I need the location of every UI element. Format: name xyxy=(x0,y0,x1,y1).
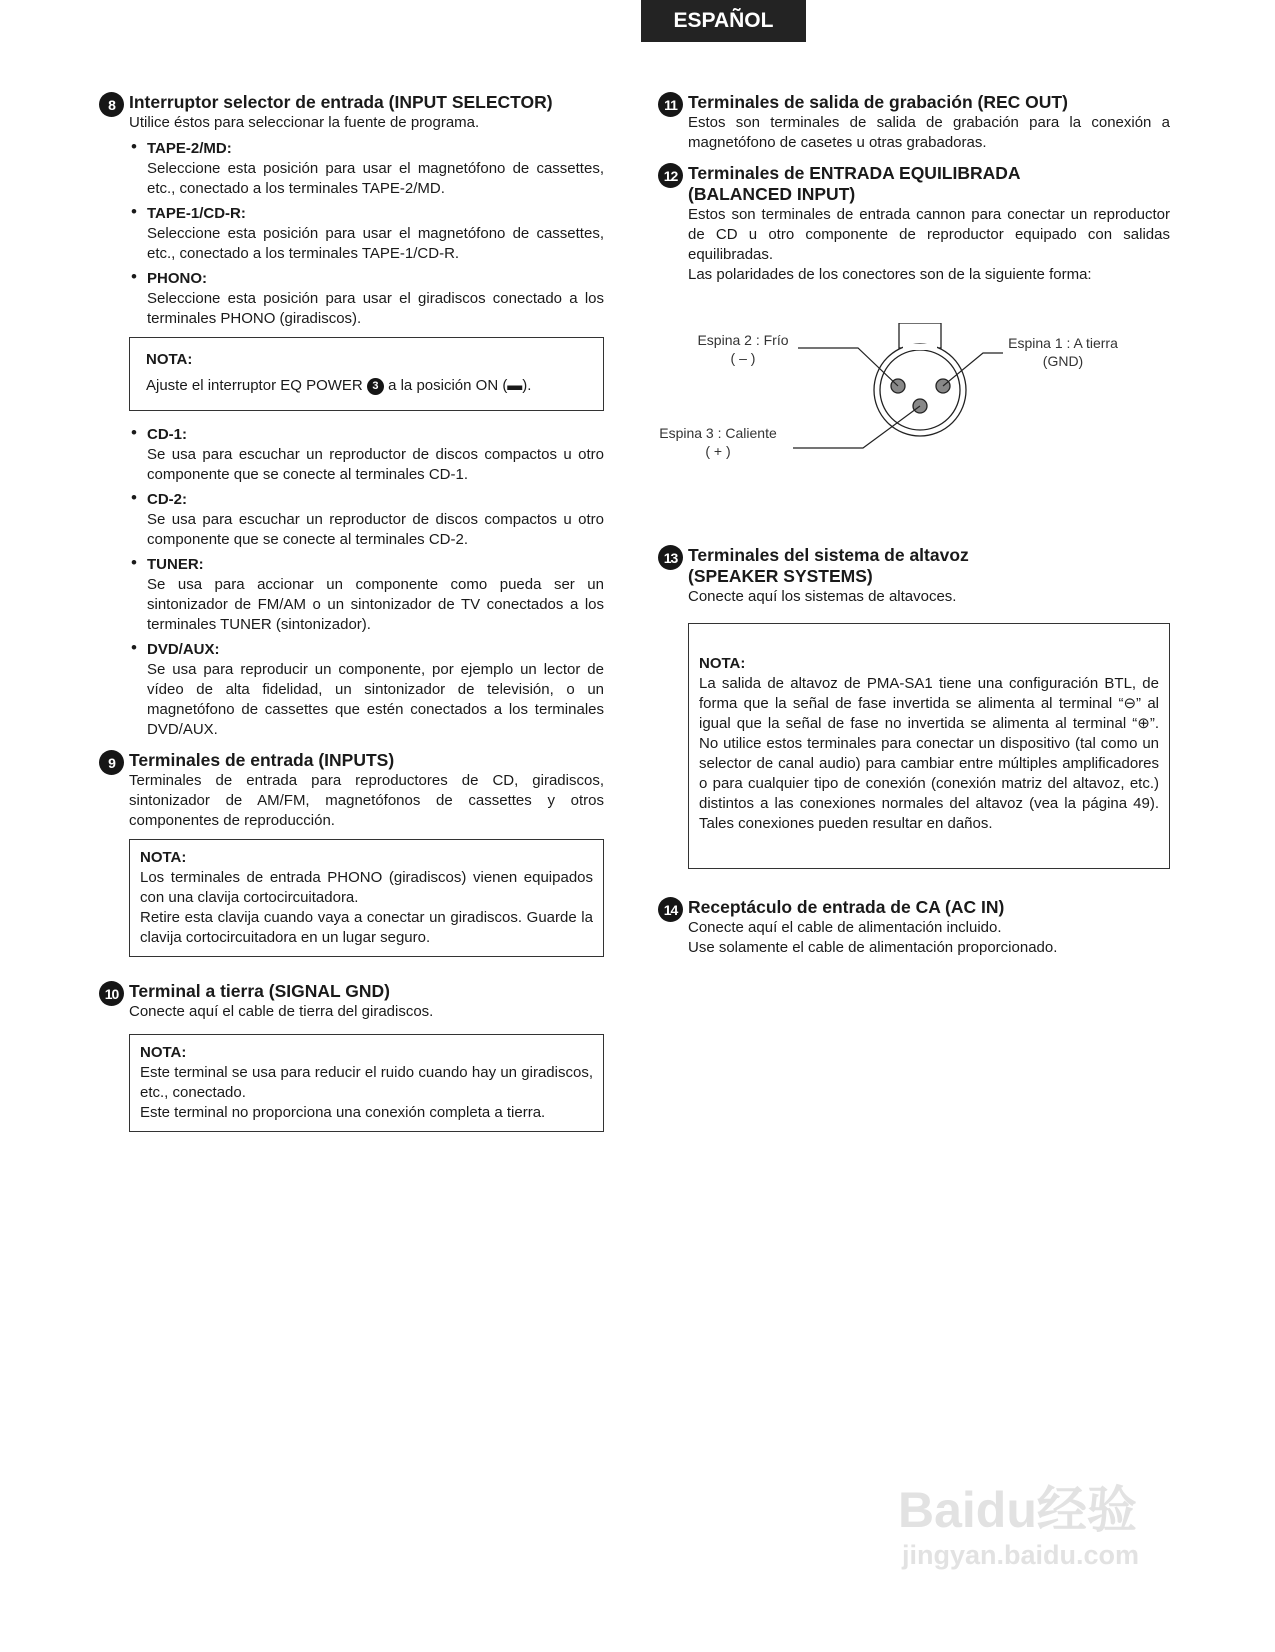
section-8 xyxy=(99,92,604,740)
list-item xyxy=(129,139,604,199)
note-title: NOTA: xyxy=(140,849,187,866)
note-text: Retire esta clavija cuando vaya a conectar un giradiscos. Guarde la clavija cortocircuitadora en un lugar seguro. xyxy=(140,909,593,946)
section-text-2: Use solamente el cable de alimentación proporcionado. xyxy=(688,939,1058,956)
watermark-url: jingyan.baidu.com xyxy=(902,1540,1140,1570)
section-text: Estos son terminales de entrada cannon para conectar un reproductor de CD u otro componente de reproductor equipado con salidas equilibradas. xyxy=(688,206,1170,263)
list-item xyxy=(129,490,604,550)
item-title: • TAPE-1/CD-R: xyxy=(147,205,246,222)
list-item xyxy=(129,640,604,740)
list-item xyxy=(129,555,604,635)
item-title: • DVD/AUX: xyxy=(147,641,220,658)
pin3-sign: ( + ) xyxy=(705,443,731,459)
list-item xyxy=(129,269,604,329)
section-text-2: Las polaridades de los conectores son de la siguiente forma: xyxy=(688,266,1092,283)
xlr-connector-diagram xyxy=(658,323,1158,533)
item-text: Se usa para escuchar un reproductor de discos compactos u otro componente que se conecte al terminales CD-1. xyxy=(147,446,604,483)
pin2-text: Espina 2 : Frío xyxy=(697,332,789,348)
note-title: NOTA: xyxy=(140,1044,187,1061)
item-title: • CD-1: xyxy=(147,426,187,443)
item-title: • TUNER: xyxy=(147,556,204,573)
pin1-sign: (GND) xyxy=(1042,353,1084,369)
baidu-watermark xyxy=(898,1440,1198,1580)
bullet-list xyxy=(129,425,604,740)
section-title: Interruptor selector de entrada (INPUT SELECTOR) xyxy=(129,92,553,112)
watermark-logo: Baidu经验 xyxy=(898,1482,1137,1538)
note-text: La salida de altavoz de PMA-SA1 tiene una configuración BTL, de forma que la señal de fase invertida se alimenta al terminal “⊖” al igual que la señal de fase no invertida se alimenta al terminal “⊕”. No utilice estos terminales para conectar un dispositivo (tal como un selector de canal audio) para cambiar entre múltiples amplificadores o para cualquier tipo de conexión (conexión matriz del altavoz, etc.) distintos a las conexiones normales del altavoz (vea la página 49). Tales conexiones pueden resultar en daños. xyxy=(699,675,1159,832)
note-box xyxy=(129,839,604,957)
pin2-label xyxy=(678,331,808,367)
item-text: Se usa para reproducir un componente, por ejemplo un lector de vídeo de alta fidelidad, un sintonizador de televisión, o un magnetófono de cassettes que estén conectados a los terminales DVD/AUX. xyxy=(147,661,604,738)
pin1-label xyxy=(993,334,1133,370)
note-title: NOTA: xyxy=(699,655,746,672)
section-number-12: 12 xyxy=(658,163,683,188)
section-number-11: 11 xyxy=(658,92,683,117)
note-text-after: a la posición ON (▬). xyxy=(388,377,532,394)
pin2-sign: ( – ) xyxy=(730,350,756,366)
note-title: NOTA: xyxy=(146,351,193,368)
bullet-list xyxy=(129,139,604,329)
section-10 xyxy=(99,981,604,1132)
section-intro: Utilice éstos para seleccionar la fuente de programa. xyxy=(129,114,480,131)
section-text: Conecte aquí el cable de alimentación incluido. xyxy=(688,919,1002,936)
note-text: Este terminal se usa para reducir el ruido cuando hay un giradiscos, etc., conectado. xyxy=(140,1064,593,1101)
item-title: • TAPE-2/MD: xyxy=(147,140,232,157)
section-title: Terminales de entrada (INPUTS) xyxy=(129,750,395,770)
left-column xyxy=(99,92,604,1142)
section-number-8: 8 xyxy=(99,92,124,117)
item-text: Se usa para accionar un componente como pueda ser un sintonizador de FM/AM o un sintonizador de TV conectados a los terminales TUNER (sintonizador). xyxy=(147,576,604,633)
note-box xyxy=(129,1034,604,1132)
section-intro: Conecte aquí el cable de tierra del giradiscos. xyxy=(129,1003,434,1020)
note-text: Los terminales de entrada PHONO (giradiscos) vienen equipados con una clavija cortocircuitadora. xyxy=(140,869,593,906)
section-intro: Terminales de entrada para reproductores de CD, giradiscos, sintonizador de AM/FM, magnetófonos de cassettes y otros componentes de reproducción. xyxy=(129,772,604,829)
item-text: Seleccione esta posición para usar el giradiscos conectado a los terminales PHONO (giradiscos). xyxy=(147,290,604,327)
reference-number: 3 xyxy=(367,378,384,395)
section-title: Terminales de ENTRADA EQUILIBRADA xyxy=(688,163,1021,183)
language-tab: ESPAÑOL xyxy=(641,0,806,42)
section-title: Terminales de salida de grabación (REC OUT) xyxy=(688,92,1068,112)
note-text xyxy=(146,376,587,396)
note-text-before: Ajuste el interruptor EQ POWER xyxy=(146,377,363,394)
note-box xyxy=(688,623,1170,869)
section-14 xyxy=(658,897,1170,958)
section-text: Estos son terminales de salida de grabación para la conexión a magnetófono de casetes u otras grabadoras. xyxy=(688,114,1170,151)
pin3-label xyxy=(638,424,798,460)
item-text: Seleccione esta posición para usar el magnetófono de cassettes, etc., conectado a los terminales TAPE-1/CD-R. xyxy=(147,225,604,262)
section-title: Terminales del sistema de altavoz xyxy=(688,545,969,565)
section-title: Receptáculo de entrada de CA (AC IN) xyxy=(688,897,1005,917)
section-9 xyxy=(99,750,604,957)
item-title: • CD-2: xyxy=(147,491,187,508)
pin1-text: Espina 1 : A tierra xyxy=(1008,335,1118,351)
item-title: • PHONO: xyxy=(147,270,207,287)
section-number-13: 13 xyxy=(658,545,683,570)
list-item xyxy=(129,204,604,264)
section-13 xyxy=(658,545,1170,869)
list-item xyxy=(129,425,604,485)
section-title-2: (SPEAKER SYSTEMS) xyxy=(688,566,873,586)
section-number-10: 10 xyxy=(99,981,124,1006)
item-text: Seleccione esta posición para usar el magnetófono de cassettes, etc., conectado a los terminales TAPE-2/MD. xyxy=(147,160,604,197)
section-number-9: 9 xyxy=(99,750,124,775)
pin3-text: Espina 3 : Caliente xyxy=(659,425,777,441)
section-title-2: (BALANCED INPUT) xyxy=(688,184,856,204)
section-12 xyxy=(658,163,1170,533)
section-11 xyxy=(658,92,1170,153)
section-number-14: 14 xyxy=(658,897,683,922)
note-box xyxy=(129,337,604,411)
right-column xyxy=(658,92,1170,968)
item-text: Se usa para escuchar un reproductor de discos compactos u otro componente que se conecte al terminales CD-2. xyxy=(147,511,604,548)
section-title: Terminal a tierra (SIGNAL GND) xyxy=(129,981,390,1001)
note-text: Este terminal no proporciona una conexión completa a tierra. xyxy=(140,1104,546,1121)
section-text: Conecte aquí los sistemas de altavoces. xyxy=(688,588,957,605)
